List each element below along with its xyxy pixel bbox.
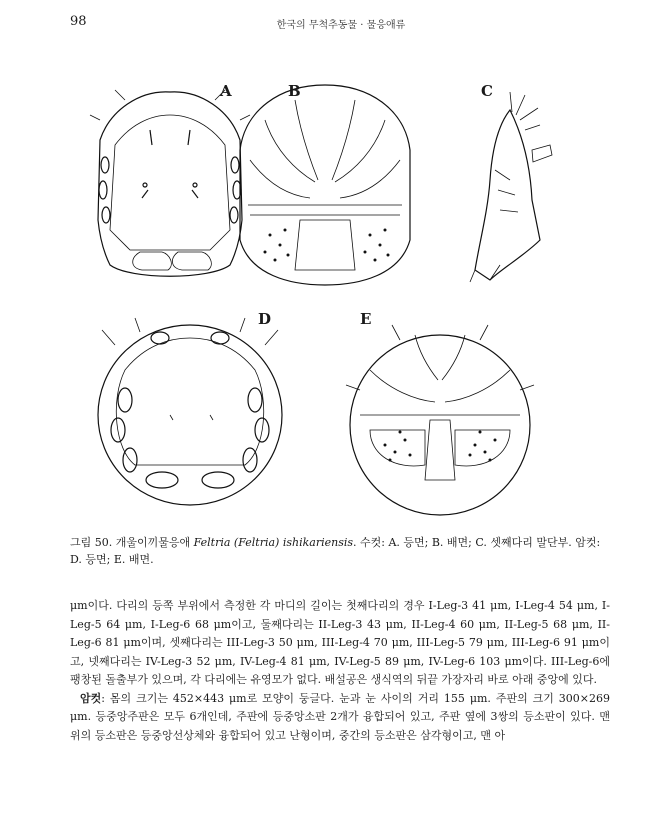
panel-b-drawing (240, 85, 410, 285)
caption-rest: . 수컷: A. 등면; B. 배면; C. 셋째다리 말단부. 암컷: D. 등면; E. 배면. (70, 536, 601, 566)
panel-d-drawing (98, 318, 282, 505)
caption-species: Feltria (Feltria) ishikariensis (193, 536, 353, 549)
paragraph-2-text: : 몸의 크기는 452×443 μm로 모양이 둥글다. 눈과 눈 사이의 거리 155 μm. 주판의 크기 300×269 μm. 등중앙주판은 모두 6개인데, 주판에 등중앙소판 2개가 융합되어 있고, 주판 옆에 3쌍의 등소판이 있다. 맨 위의 등소판은 등중앙선상체와 융합되어 있고 난형이며, 중간의 등소판은 삼각형이고, 맨 아 (70, 691, 610, 742)
panel-label-a: A (220, 82, 232, 100)
running-title: 한국의 무척추동물 · 물응애류 (276, 20, 406, 31)
body-paragraph-1: μm이다. 다리의 등쪽 부위에서 측정한 각 마디의 길이는 첫째다리의 경우 I-Leg-3 41 μm, I-Leg-4 54 μm, I-Leg-5 64 μm, I-Leg-6 68 μm이고, 둘째다리는 II-Leg-3 43 μm, II-Leg-4 60 μm, II-Leg-5 68 μm, II-Leg-6 81 μm이며, 셋째다리는 III-Leg-3 50 μm, III-Leg-4 70 μm, III-Leg-5 79 μm, III-Leg-6 91 μm이고, 넷째다리는 IV-Leg-3 52 μm, IV-Leg-4 81 μm, IV-Leg-5 89 μm, IV-Leg-6 103 μm이다. III-Leg-6에 팽창된 돌출부가 있으며, 각 다리에는 유영모가 없다. 배설공은 생식역의 뒤끝 가장자리 바로 아래 중앙에 있다. (70, 599, 610, 686)
figure-caption (70, 534, 610, 568)
page-number: 98 (70, 14, 87, 29)
body-text (70, 597, 610, 745)
panel-label-c: C (481, 82, 493, 100)
figure-plate (70, 70, 610, 520)
panel-a-drawing (90, 90, 250, 276)
caption-prefix: 그림 50. 개울이끼물응애 (70, 536, 194, 549)
paragraph-heading: 암컷 (80, 691, 102, 705)
page-header (70, 14, 612, 34)
panel-label-d: D (258, 310, 272, 328)
panel-label-e: E (360, 310, 372, 328)
panel-c-drawing (470, 92, 552, 282)
panel-label-b: B (288, 82, 301, 100)
panel-e-drawing (346, 325, 534, 515)
figure-drawings (70, 70, 610, 520)
body-paragraph-2 (70, 690, 610, 746)
